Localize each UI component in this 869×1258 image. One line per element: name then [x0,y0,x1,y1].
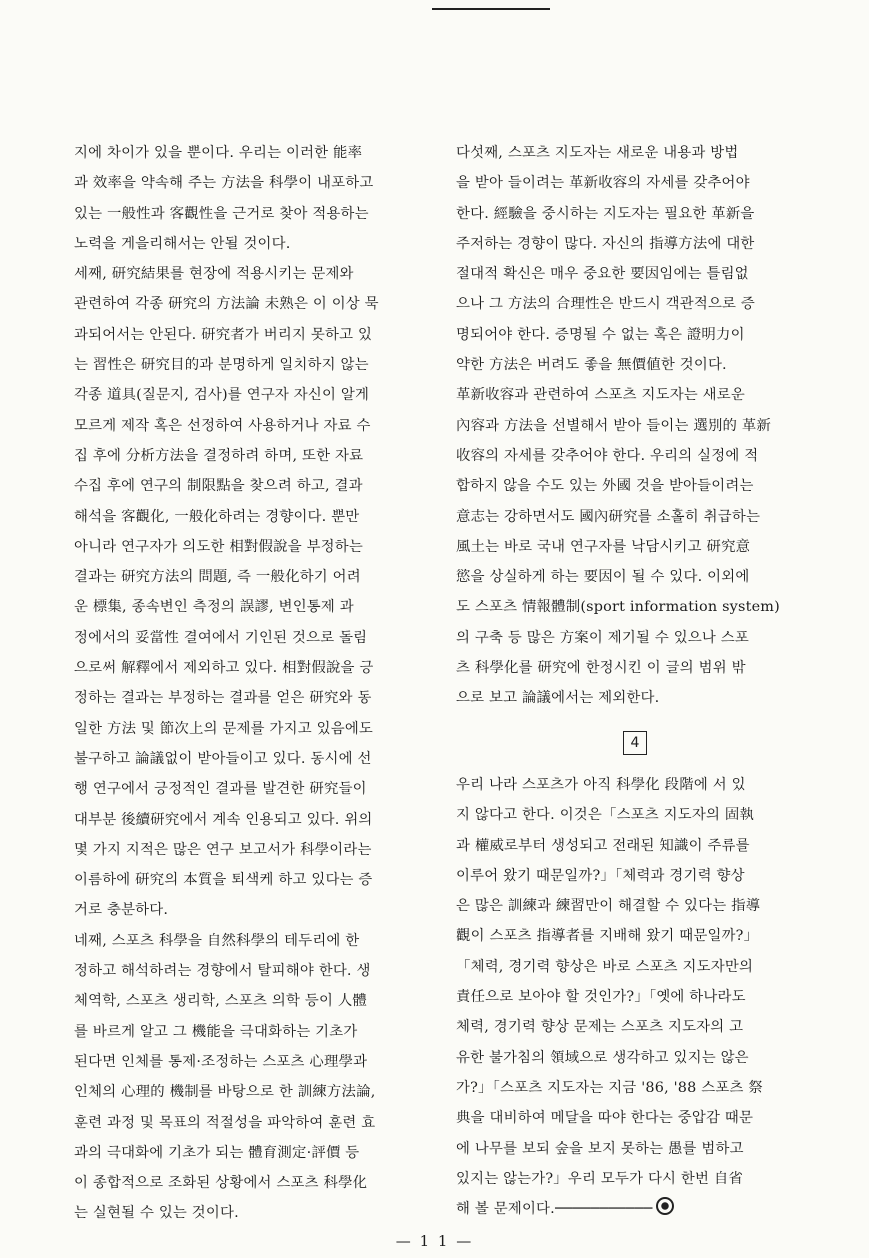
text-line: 체역학, 스포츠 생리학, 스포츠 의학 등이 人體 [74,993,367,1010]
text-line: 을 받아 들이려는 革新收容의 자세를 갖추어야 [456,175,750,192]
text-line: 은 많은 訓練과 練習만이 해결할 수 있다는 指導 [456,898,761,915]
last-line-text: 해 볼 문제이다. [456,1201,555,1218]
text-line: 된다면 인체를 통제·조정하는 스포츠 心理學과 [74,1053,368,1070]
text-line: 革新收容과 관련하여 스포츠 지도자는 새로운 [456,387,745,404]
text-line: 도 스포츠 情報體制(sport information system) [456,599,780,616]
text-line: 집 후에 分析方法을 결정하려 하며, 또한 자료 [74,447,364,464]
text-line: 세째, 研究結果를 현장에 적용시키는 문제와 [74,266,354,283]
text-line: 는 習性은 研究目的과 분명하게 일치하지 않는 [74,357,369,374]
text-line: 정하는 결과는 부정하는 결과를 얻은 研究와 동 [74,690,372,707]
text-line: 정하고 해석하려는 경향에서 탈피해야 한다. 생 [74,963,371,980]
text-line: 불구하고 論議없이 받아들이고 있다. 동시에 선 [74,750,372,767]
text-line: 관련하여 각종 研究의 方法論 未熟은 이 이상 묵 [74,296,379,313]
text-line: 의 구축 등 많은 方案이 제기될 수 있으나 스포 [456,629,749,646]
text-line: 으로써 解釋에서 제외하고 있다. 相對假說을 긍 [74,660,374,677]
text-line: 거로 충분하다. [74,902,169,919]
text-line: 인체의 心理的 機制를 바탕으로 한 訓練方法論, [74,1084,376,1101]
text-line: 慾을 상실하게 하는 要因이 될 수 있다. 이외에 [456,569,750,586]
right-column-lower-text [456,770,814,1194]
text-line: 츠 科學化를 研究에 한정시킨 이 글의 범위 밖 [456,660,746,677]
text-line: 內容과 方法을 선별해서 받아 들이는 選別的 革新 [456,417,772,434]
text-line: 결과는 研究方法의 問題, 즉 一般化하기 어려 [74,569,361,586]
text-line: 에 나무를 보되 숲을 보지 못하는 愚를 범하고 [456,1140,744,1157]
right-column [456,138,814,1224]
left-column [74,138,430,1229]
text-line: 약한 方法은 버려도 좋을 無價値한 것이다. [456,357,727,374]
right-column-upper-text [456,138,814,714]
section-number-box [456,728,814,758]
text-line-last [456,1194,814,1224]
text-line: 우리 나라 스포츠가 아직 科學化 段階에 서 있 [456,776,746,793]
text-line: 노력을 게을리해서는 안될 것이다. [74,235,291,252]
text-line: 責任으로 보아야 할 것인가?」「옛에 하나라도 [456,989,746,1006]
text-line: 지 않다고 한다. 이것은「스포츠 지도자의 固執 [456,807,755,824]
text-line: 지에 차이가 있을 뿐이다. 우리는 이러한 能率 [74,145,363,161]
section-number: 4 [623,731,647,755]
text-line: 는 실현될 수 있는 것이다. [74,1205,239,1222]
text-line: 수집 후에 연구의 制限點을 찾으려 하고, 결과 [74,478,363,495]
text-line: 意志는 강하면서도 國內研究를 소홀히 취급하는 [456,508,761,525]
text-line: 몇 가지 지적은 많은 연구 보고서가 科學이라는 [74,841,372,858]
text-line: 과 權威로부터 생성되고 전래된 知識이 주류를 [456,837,750,854]
text-line: 를 바르게 알고 그 機能을 극대화하는 기초가 [74,1023,358,1040]
page-number: — 1 1 — [395,1232,474,1250]
text-line: 으로 보고 論議에서는 제외한다. [456,690,660,707]
text-line: 행 연구에서 긍정적인 결과를 발견한 研究들이 [74,781,367,798]
end-rule: ─────────── [554,1201,653,1218]
text-line: 모르게 제작 혹은 선정하여 사용하거나 자료 수 [74,417,371,434]
text-line: 있는 一般性과 客觀性을 근거로 찾아 적용하는 [74,205,369,222]
text-line: 해석을 客觀化, 一般化하려는 경향이다. 뿐만 [74,508,360,525]
text-line: 운 標集, 종속변인 측정의 誤謬, 변인통제 과 [74,599,354,616]
top-rule [432,8,550,10]
text-line: 風土는 바로 국내 연구자를 낙담시키고 研究意 [456,538,751,555]
text-line: 가?」「스포츠 지도자는 지금 '86, '88 스포츠 祭 [456,1079,763,1096]
text-line: 收容의 자세를 갖추어야 한다. 우리의 실정에 적 [456,447,759,464]
text-line: 아니라 연구자가 의도한 相對假說을 부정하는 [74,538,363,555]
text-line: 체력, 경기력 향상 문제는 스포츠 지도자의 고 [456,1019,744,1036]
text-line: 각종 道具(질문지, 검사)를 연구자 자신이 알게 [74,387,370,404]
text-line: 이름하에 研究의 本質을 퇴색케 하고 있다는 증 [74,872,373,889]
text-line: 유한 불가침의 領域으로 생각하고 있지는 않은 [456,1049,749,1066]
text-line: 명되어야 한다. 증명될 수 없는 혹은 證明力이 [456,326,745,343]
text-line: 대부분 後續研究에서 계속 인용되고 있다. 위의 [74,811,373,828]
text-line: 훈련 과정 및 목표의 적절성을 파악하여 훈련 효 [74,1114,376,1131]
text-line: 한다. 經驗을 중시하는 지도자는 필요한 革新을 [456,205,755,222]
text-line: 과 效率을 약속해 주는 方法을 科學이 내포하고 [74,175,374,192]
text-line: 觀이 스포츠 指導者를 지배해 왔기 때문일까?」 [456,928,759,945]
text-line: 으나 그 方法의 合理性은 반드시 객관적으로 증 [456,296,756,313]
text-line: 「체력, 경기력 향상은 바로 스포츠 지도자만의 [456,958,754,975]
end-mark-icon [656,1197,674,1215]
text-line: 주저하는 경향이 많다. 자신의 指導方法에 대한 [456,235,755,252]
text-line: 이 종합적으로 조화된 상황에서 스포츠 科學化 [74,1175,368,1192]
text-line: 합하지 않을 수도 있는 外國 것을 받아들이려는 [456,478,754,495]
text-line: 있지는 않는가?」우리 모두가 다시 한번 自省 [456,1170,744,1187]
text-line: 이루어 왔기 때문일까?」「체력과 경기력 향상 [456,867,745,884]
text-line: 네째, 스포츠 科學을 自然科學의 테두리에 한 [74,932,360,949]
text-line: 과되어서는 안된다. 研究者가 버리지 못하고 있 [74,326,373,343]
text-line: 정에서의 妥當性 결여에서 기인된 것으로 돌림 [74,629,368,646]
text-line: 다섯째, 스포츠 지도자는 새로운 내용과 방법 [456,145,739,161]
text-line: 일한 方法 및 節次上의 문제를 가지고 있음에도 [74,720,374,737]
text-line: 과의 극대화에 기초가 되는 體育測定·評價 등 [74,1144,360,1161]
text-line: 典을 대비하여 메달을 따야 한다는 중압감 때문 [456,1110,754,1127]
text-line: 절대적 확신은 매우 중요한 要因임에는 틀림없 [456,266,749,283]
